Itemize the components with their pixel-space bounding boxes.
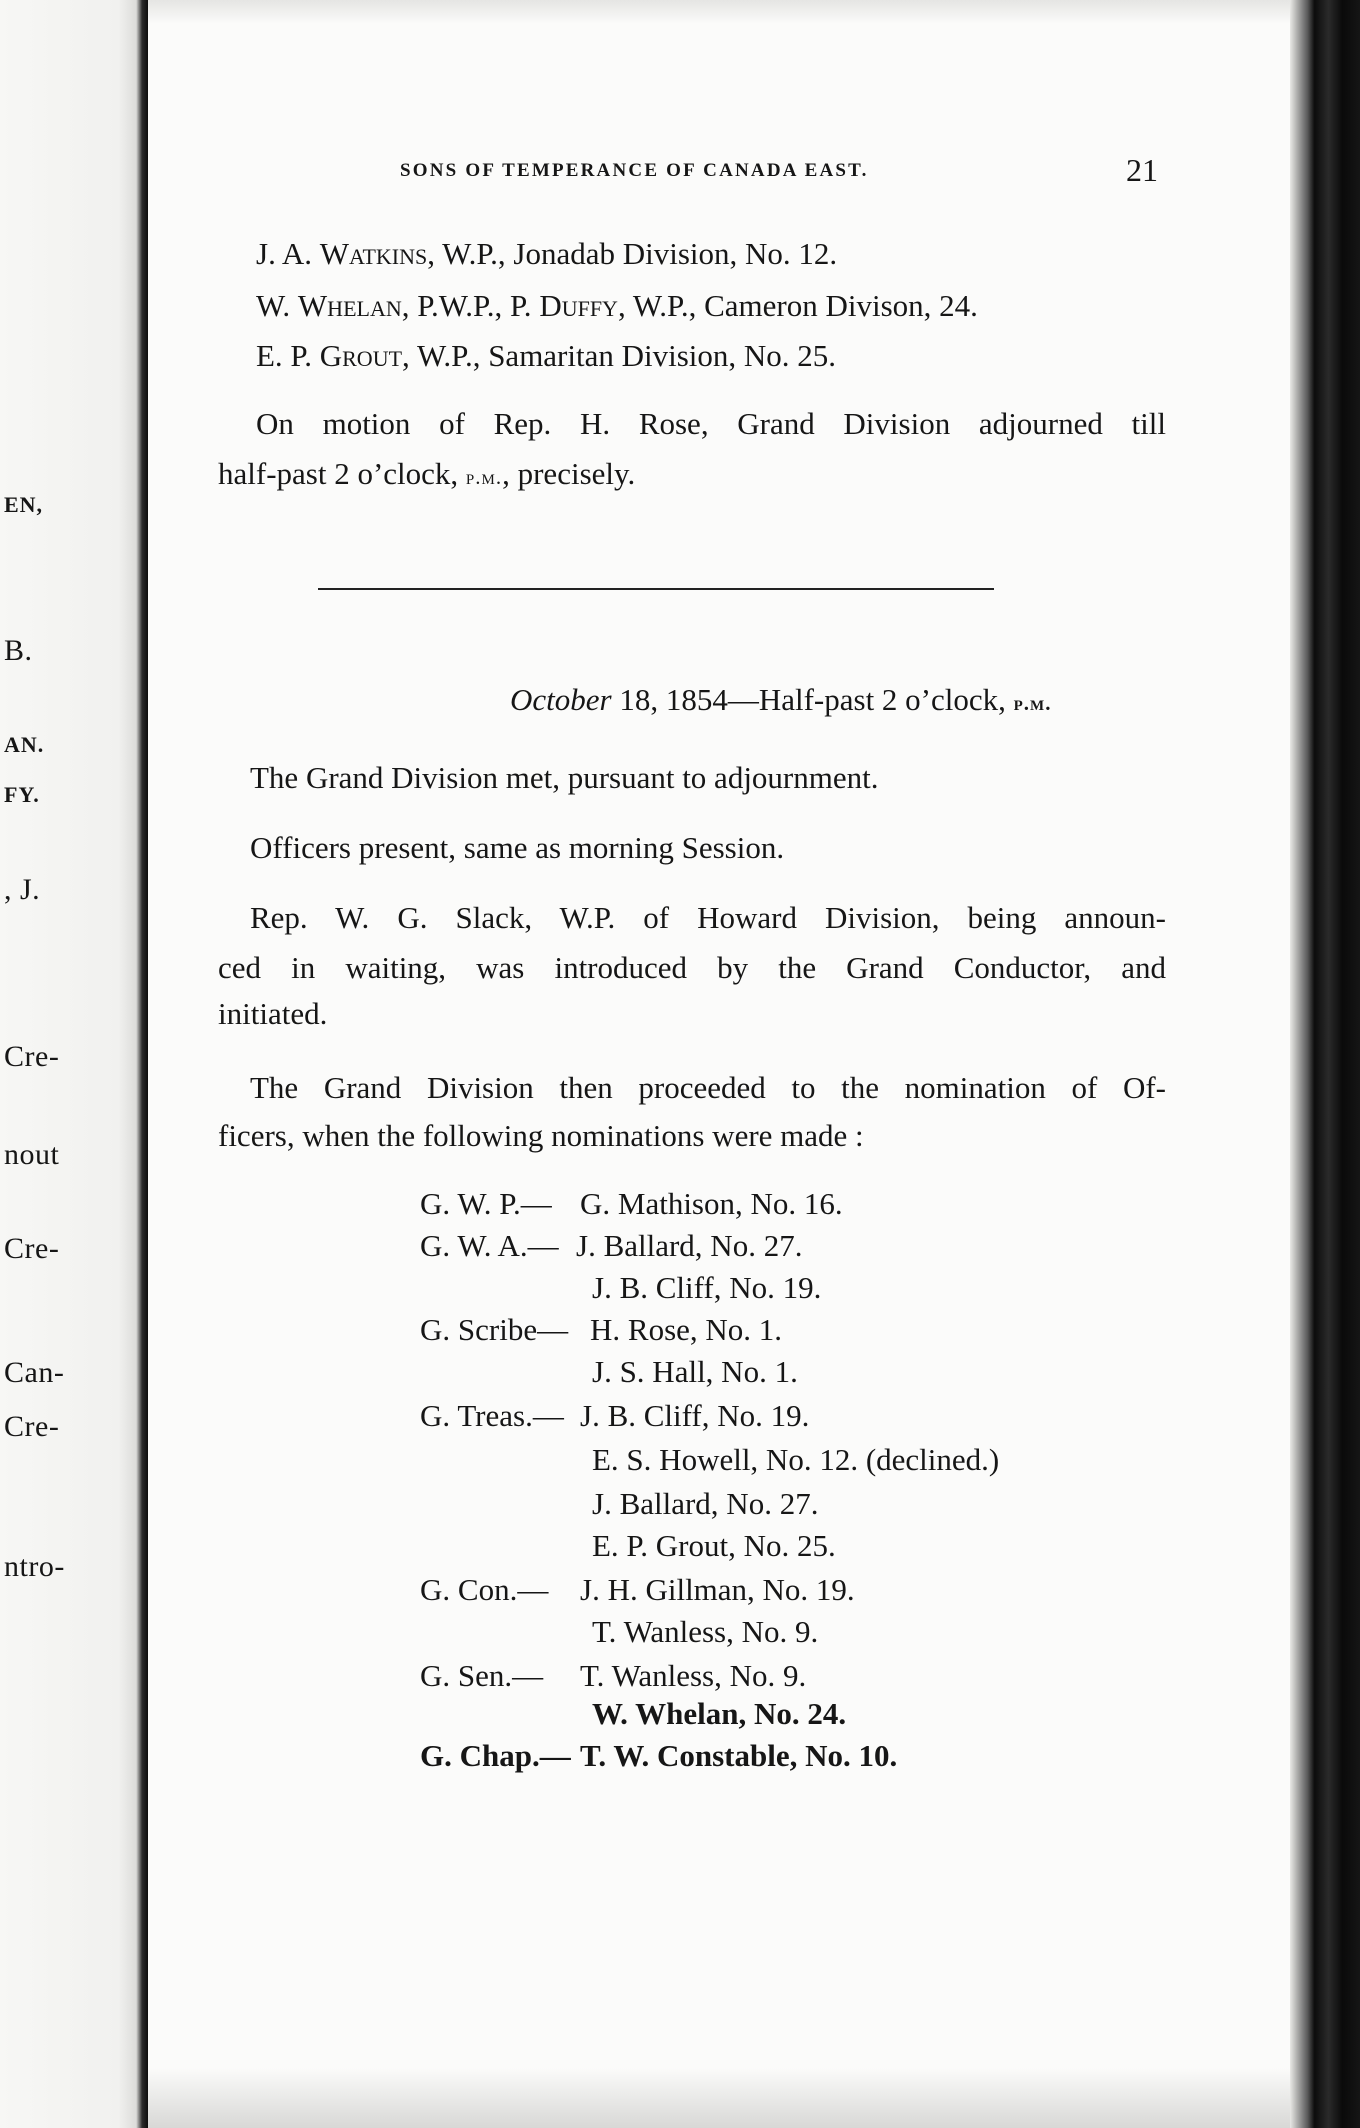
rep-line: W. Whelan, P.W.P., P. Duffy, W.P., Cameron Divison, 24.: [256, 288, 978, 323]
rep-line: J. A. Watkins, W.P., Jonadab Division, No. 12.: [256, 236, 838, 271]
nomination-name: W. Whelan, No. 24.: [592, 1696, 847, 1731]
nomination-name: E. S. Howell, No. 12. (declined.): [592, 1442, 1000, 1477]
section-divider: [318, 588, 994, 590]
paragraph: The Grand Division met, pursuant to adjournment.: [250, 760, 879, 795]
nomination-name: E. P. Grout, No. 25.: [592, 1528, 836, 1563]
nomination-office: G. W. P.—: [420, 1186, 552, 1221]
dateline: October 18, 1854—Half-past 2 o’clock, p.m.: [510, 682, 1052, 717]
margin-fragment: nout: [4, 1138, 60, 1171]
running-head: SONS OF TEMPERANCE OF CANADA EAST.: [400, 160, 869, 181]
paragraph-line: initiated.: [218, 996, 328, 1031]
paragraph: Officers present, same as morning Session.: [250, 830, 785, 865]
nomination-office: G. Scribe—: [420, 1312, 569, 1347]
margin-fragment: , J.: [4, 873, 41, 906]
margin-fragment: EN,: [4, 492, 44, 517]
margin-fragment: FY.: [4, 782, 40, 807]
nomination-name: H. Rose, No. 1.: [590, 1312, 783, 1347]
motion-paragraph-line: half-past 2 o’clock, p.m., precisely.: [218, 456, 636, 491]
margin-fragment: B.: [4, 634, 33, 667]
nomination-name: J. Ballard, No. 27.: [576, 1228, 803, 1263]
nomination-office: G. Chap.—: [420, 1738, 571, 1773]
margin-fragment: Can-: [4, 1356, 65, 1389]
margin-fragment: Cre-: [4, 1410, 60, 1443]
motion-paragraph-line: On motion of Rep. H. Rose, Grand Division adjourned till: [256, 406, 1166, 441]
nomination-office: G. Con.—: [420, 1572, 549, 1607]
nomination-name: J. B. Cliff, No. 19.: [580, 1398, 810, 1433]
nomination-name: T. Wanless, No. 9.: [592, 1614, 819, 1649]
margin-fragment: ntro-: [4, 1550, 65, 1583]
nomination-name: G. Mathison, No. 16.: [580, 1186, 843, 1221]
paragraph-line: ficers, when the following nominations were made :: [218, 1118, 864, 1153]
page-number: 21: [1126, 152, 1158, 188]
previous-page-edge: [0, 0, 148, 2128]
nomination-office: G. Sen.—: [420, 1658, 544, 1693]
book-edge: [1290, 0, 1360, 2128]
page-shadow: [148, 0, 1290, 24]
rep-line: E. P. Grout, W.P., Samaritan Division, No. 25.: [256, 338, 837, 373]
margin-fragment: Cre-: [4, 1232, 60, 1265]
paragraph-line: ced in waiting, was introduced by the Grand Conductor, and: [218, 950, 1166, 985]
nomination-name: T. W. Constable, No. 10.: [580, 1738, 898, 1773]
paragraph-line: Rep. W. G. Slack, W.P. of Howard Division, being announ-: [250, 900, 1166, 935]
nomination-name: J. H. Gillman, No. 19.: [580, 1572, 855, 1607]
nomination-name: J. Ballard, No. 27.: [592, 1486, 819, 1521]
nomination-office: G. Treas.—: [420, 1398, 564, 1433]
nomination-name: J. S. Hall, No. 1.: [592, 1354, 798, 1389]
page-shadow: [148, 2068, 1290, 2128]
paragraph-line: The Grand Division then proceeded to the nomination of Of-: [250, 1070, 1166, 1105]
nomination-name: J. B. Cliff, No. 19.: [592, 1270, 822, 1305]
nomination-name: T. Wanless, No. 9.: [580, 1658, 807, 1693]
margin-fragment: Cre-: [4, 1040, 60, 1073]
nomination-office: G. W. A.—: [420, 1228, 559, 1263]
margin-fragment: AN.: [4, 732, 45, 757]
